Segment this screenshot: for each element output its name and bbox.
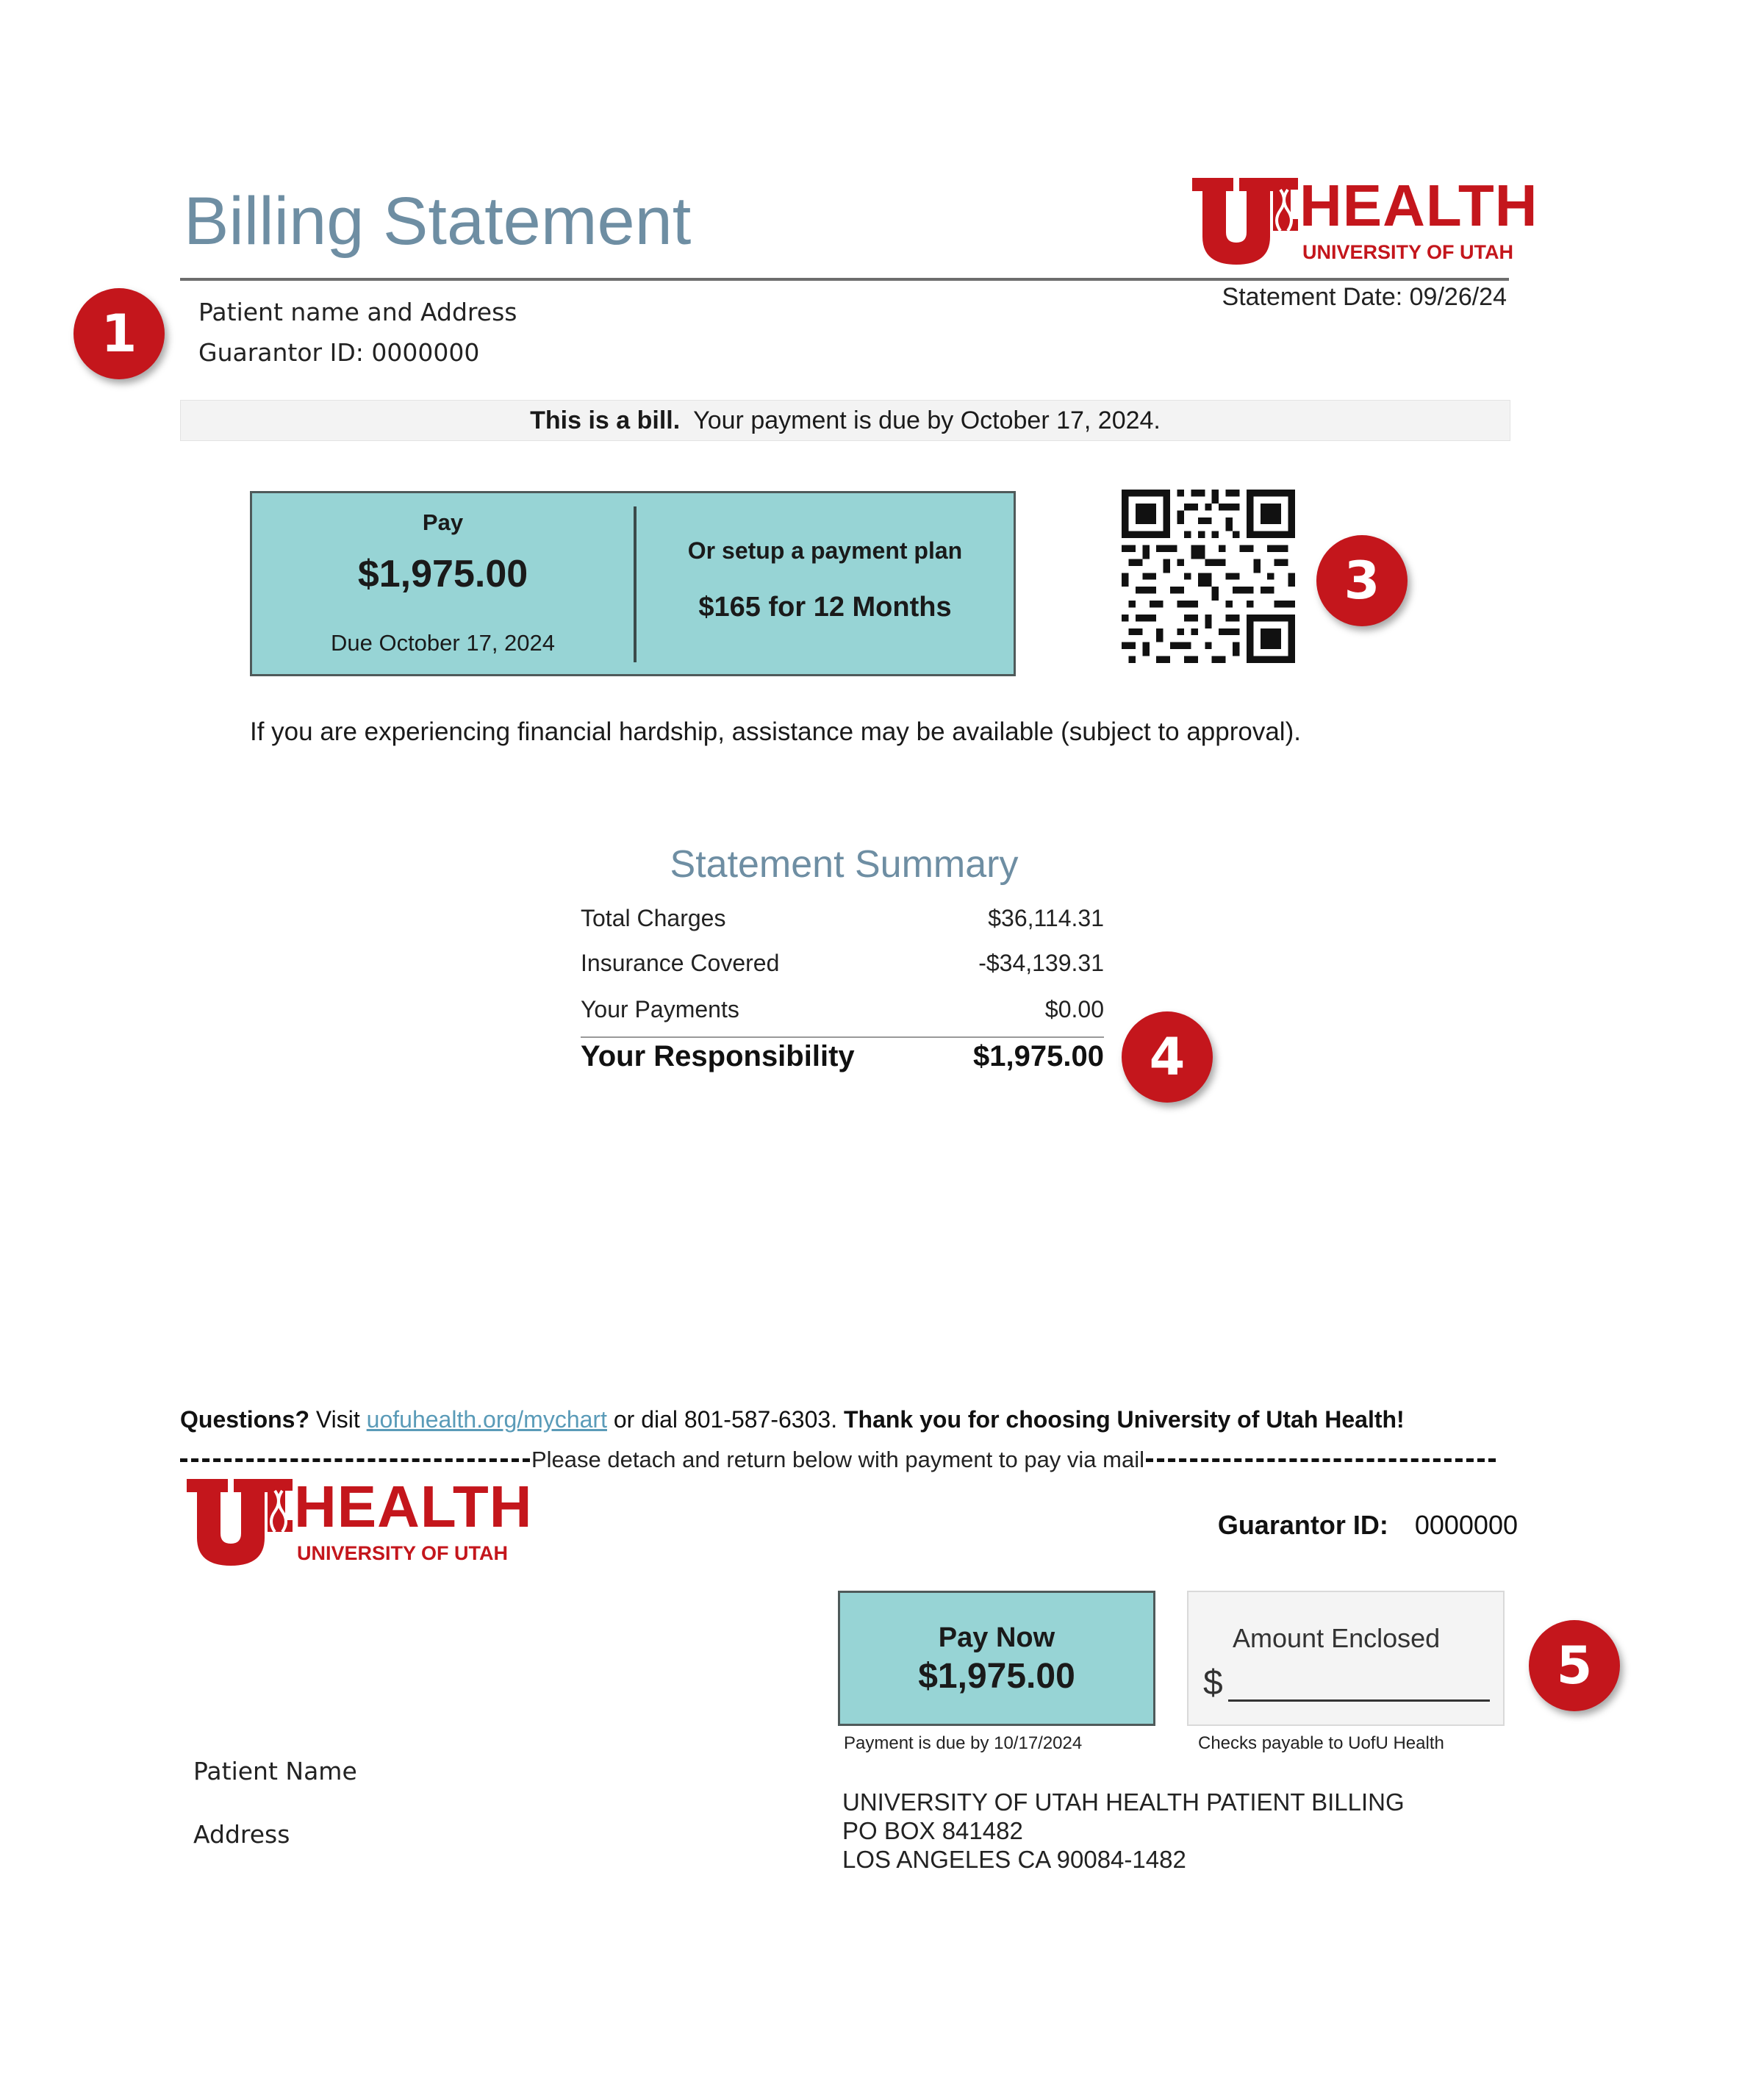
mychart-link[interactable]: uofuhealth.org/mychart — [366, 1406, 607, 1433]
detach-line — [180, 1447, 1496, 1473]
pay-label: Pay — [422, 509, 464, 535]
detach-instructions: Please detach and return below with payment to pay via mail — [531, 1447, 1145, 1472]
statement-date: Statement Date: 09/26/24 — [1222, 283, 1507, 311]
callout-3-badge: 3 — [1316, 535, 1408, 626]
guarantor-id: Guarantor ID: 0000000 — [198, 338, 480, 367]
summary-total-label: Your Responsibility — [581, 1040, 855, 1072]
logo-subtitle: UNIVERSITY OF UTAH — [1302, 241, 1514, 263]
header-rule — [180, 278, 1509, 281]
dollar-sign: $ — [1203, 1663, 1223, 1702]
patient-name-address: Patient name and Address — [198, 298, 517, 326]
mailing-address — [842, 1788, 1405, 1874]
remit-guarantor-value: 0000000 — [1414, 1510, 1518, 1540]
remit-address: Address — [193, 1820, 290, 1849]
amount-enclosed-label: Amount Enclosed — [1233, 1623, 1441, 1653]
payment-due-note: Payment is due by 10/17/2024 — [844, 1733, 1083, 1753]
summary-row — [581, 950, 1104, 977]
pay-now-label: Pay Now — [938, 1622, 1055, 1653]
pay-column — [252, 493, 634, 674]
pay-due-date: Due October 17, 2024 — [330, 630, 556, 656]
logo-word: HEALTH — [1299, 173, 1538, 238]
payment-plan-column[interactable] — [637, 493, 1014, 674]
callout-4-badge: 4 — [1122, 1011, 1213, 1103]
summary-row-label: Your Payments — [581, 996, 739, 1022]
summary-rule — [581, 1036, 1104, 1038]
mailing-address-line: UNIVERSITY OF UTAH HEALTH PATIENT BILLING — [842, 1788, 1405, 1816]
callout-1-badge: 1 — [74, 288, 165, 379]
bill-notice-bold: This is a bill. — [530, 406, 681, 434]
logo-subtitle: UNIVERSITY OF UTAH — [297, 1542, 509, 1564]
questions-label: Questions? — [180, 1406, 310, 1433]
summary-total-row — [581, 1040, 1104, 1073]
u-block-icon — [185, 1476, 295, 1568]
remit-guarantor-label: Guarantor ID: — [1217, 1510, 1388, 1540]
summary-row-value: $0.00 — [1044, 996, 1104, 1022]
amount-input-line[interactable] — [1228, 1699, 1490, 1702]
qr-code-icon[interactable] — [1122, 490, 1295, 663]
remit-uofu-health-logo — [185, 1474, 533, 1568]
mailing-address-line: LOS ANGELES CA 90084-1482 — [842, 1846, 1186, 1873]
summary-row-label: Insurance Covered — [581, 950, 780, 976]
pay-amount: $1,975.00 — [357, 553, 528, 595]
logo-word: HEALTH — [294, 1474, 533, 1539]
visit-text: Visit — [315, 1406, 360, 1433]
summary-row — [581, 996, 1104, 1023]
page-title: Billing Statement — [184, 184, 692, 259]
dash-divider-left — [180, 1458, 530, 1462]
mailing-address-line: PO BOX 841482 — [842, 1817, 1023, 1844]
pay-amount-box[interactable] — [250, 491, 1016, 676]
u-block-icon — [1191, 175, 1301, 267]
remit-patient-name: Patient Name — [193, 1757, 357, 1785]
dial-text: or dial 801-587-6303. — [613, 1406, 838, 1433]
summary-total-value: $1,975.00 — [973, 1040, 1104, 1072]
summary-row-value: -$34,139.31 — [978, 950, 1104, 976]
checks-payable-note: Checks payable to UofU Health — [1198, 1733, 1444, 1753]
questions-line — [180, 1406, 1405, 1433]
callout-5-badge: 5 — [1529, 1620, 1620, 1711]
dash-divider-right — [1146, 1458, 1496, 1462]
summary-row-value: $36,114.31 — [988, 905, 1104, 931]
summary-row — [581, 905, 1104, 932]
amount-enclosed-box[interactable] — [1187, 1591, 1505, 1726]
bill-notice-band — [180, 400, 1510, 441]
thanks-text: Thank you for choosing University of Utah Health! — [843, 1406, 1405, 1433]
remit-guarantor — [1218, 1510, 1518, 1541]
uofu-health-logo — [1191, 173, 1538, 267]
summary-row-label: Total Charges — [581, 905, 726, 931]
bill-notice-text: Your payment is due by October 17, 2024. — [693, 406, 1161, 434]
pay-now-button[interactable] — [838, 1591, 1155, 1726]
hardship-note: If you are experiencing financial hardship, assistance may be available (subject to approval). — [250, 717, 1301, 746]
pay-now-amount: $1,975.00 — [918, 1657, 1075, 1696]
plan-value: $165 for 12 Months — [698, 592, 952, 623]
summary-title: Statement Summary — [670, 843, 1019, 886]
plan-label: Or setup a payment plan — [687, 537, 963, 564]
